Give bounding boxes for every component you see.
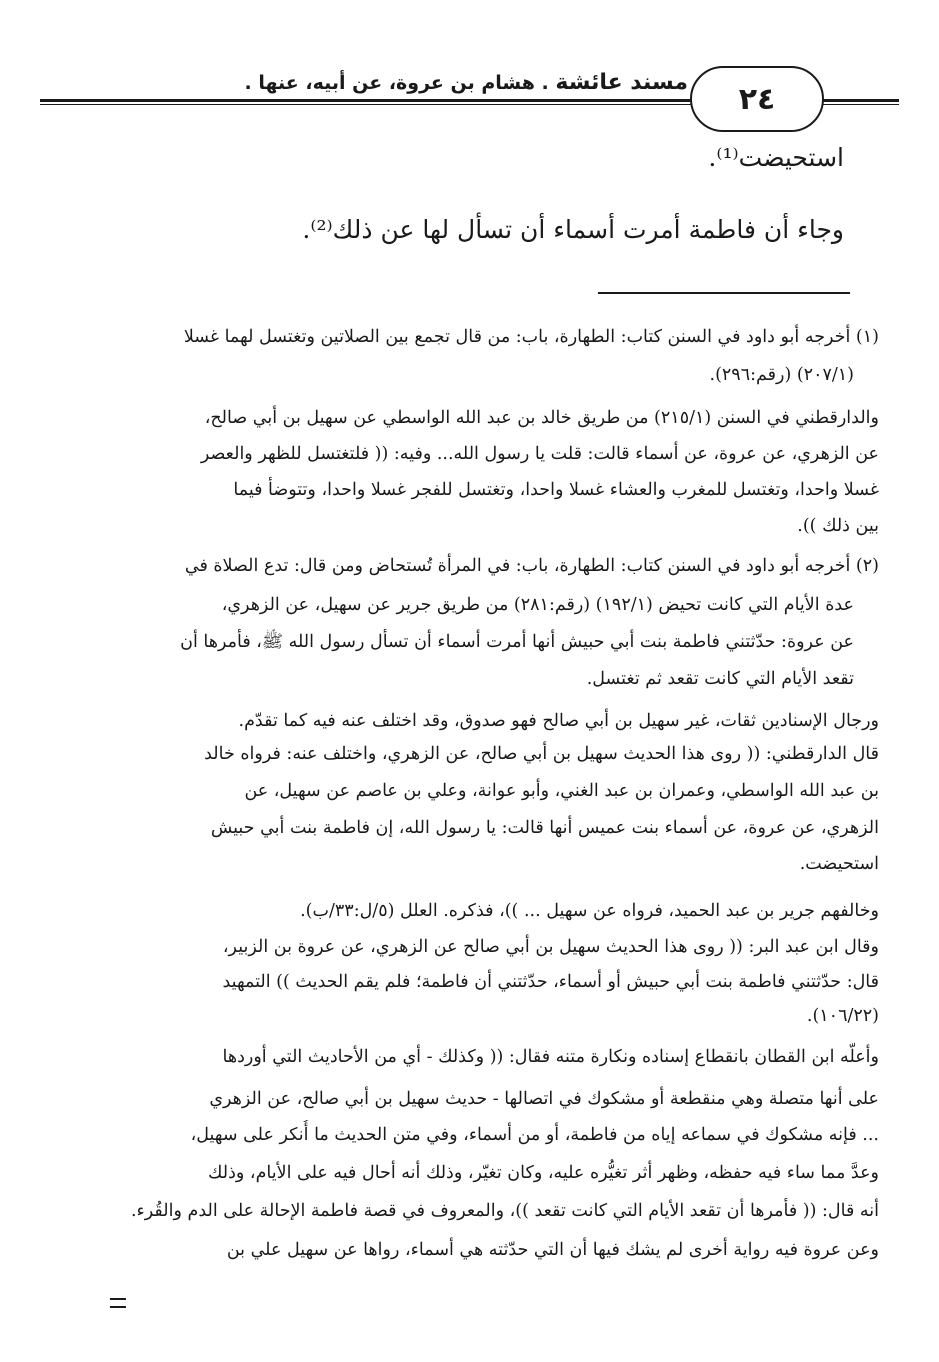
footnote-line: وقال ابن عبد البر: (( روى هذا الحديث سهيل بن أبي صالح عن الزهري، عن عروة بن الزبير، [222,937,879,957]
footnote-separator [598,292,850,294]
page-end-mark [110,1298,126,1308]
footnote-line: تقعد الأيام التي كانت تقعد ثم تغتسل. [586,669,854,689]
footnote-line: (١) أخرجه أبو داود في السنن كتاب: الطهارة، باب: من قال تجمع بين الصلاتين وتغتسل لهما غسلا [183,327,879,347]
footnote-line: (٢٠٧/١) (رقم:٢٩٦). [709,365,854,385]
footnote-line: ... فإنه مشكوك في سماعه إياه من فاطمة، أو من أسماء، وفي متن الحديث ما أُنكر على سهيل، [190,1125,879,1145]
footnote-line: غسلا واحدا، وتغتسل للمغرب والعشاء غسلا واحدا، وتغتسل للفجر غسلا واحدا، وتتوضأ فيما [233,480,879,500]
running-head [48,70,688,100]
footnote-line: عدة الأيام التي كانت تحيض (١٩٢/١) (رقم:٢٨١) من طريق جرير عن سهيل، عن الزهري، [221,595,854,615]
footnote-line: والدارقطني في السنن (٢١٥/١) من طريق خالد بن عبد الله الواسطي عن سهيل بن أبي صالح، [204,408,879,428]
footnote-line: قال الدارقطني: (( روى هذا الحديث سهيل بن أبي صالح، عن الزهري، واختلف عنه: فرواه خالد [204,744,879,764]
footnote-line: وعدَّ مما ساء فيه حفظه، وظهر أثر تغيُّره عليه، وكان تغيّر، وذلك أنه أحال فيه على الأيام، وذلك [208,1163,879,1183]
footnote-line: ورجال الإسنادين ثقات، غير سهيل بن أبي صالح فهو صدوق، وقد اختلف عنه فيه كما تقدّم. [238,711,879,731]
book-title: مسند عائشة [555,70,688,95]
footnote-line: وخالفهم جرير بن عبد الحميد، فرواه عن سهيل ... ))، فذكره. العلل (٥/ل:٣٣/ب). [300,901,879,921]
footnote-line: وعن عروة فيه رواية أخرى لم يشك فيها أن التي حدّثته هي أسماء، رواها عن سهيل علي بن [226,1240,879,1260]
footnote-line: استحيضت. [799,854,879,874]
footnote-line: عن الزهري، عن عروة، عن أسماء قالت: قلت يا رسول الله... وفيه: (( فلتغتسل للظهر والعصر [200,444,879,464]
footnote-line: على أنها متصلة وهي منقطعة أو مشكوك في اتصالها - حديث سهيل بن أبي صالح، عن الزهري [209,1089,879,1109]
chapter-title: . هشام بن عروة، عن أبيه، عنها . [244,72,556,94]
footnote-line: (١٠٦/٢٢). [806,1006,879,1026]
footnote-line: (٢) أخرجه أبو داود في السنن كتاب: الطهارة، باب: في المرأة تُستحاض ومن قال: تدع الصلاة في [184,556,879,576]
footnote-line: أنه قال: (( فأمرها أن تقعد الأيام التي كانت تقعد ))، والمعروف في قصة فاطمة الإحالة على الدم والقُرء. [130,1201,879,1221]
footnote-line: وأعلّه ابن القطان بانقطاع إسناده ونكارة متنه فقال: (( وكذلك - أي من الأحاديث التي أوردها [222,1047,879,1067]
body-line: استحيضت⁽¹⁾. [708,143,844,172]
footnote-line: الزهري، عن عروة، عن أسماء بنت عميس أنها قالت: يا رسول الله، إن فاطمة بنت أبي حبيش [210,818,879,838]
page-number: ٢٤ [690,66,824,132]
footnote-line: بين ذلك )). [797,516,879,536]
footnote-line: بن عبد الله الواسطي، وعمران بن عبد الغني، وأبو عوانة، وعلي بن عاصم عن سهيل، عن [244,781,879,801]
body-line: وجاء أن فاطمة أمرت أسماء أن تسأل لها عن ذلك⁽²⁾. [302,215,844,244]
footnote-line: عن عروة: حدّثتني فاطمة بنت أبي حبيش أنها أمرت أسماء أن تسأل رسول الله ﷺ، فأمرها أن [180,632,854,652]
footnote-line: قال: حدّثتني فاطمة بنت أبي حبيش أو أسماء، حدّثتني أن فاطمة؛ فلم يقم الحديث )) التمهيد [222,972,879,992]
